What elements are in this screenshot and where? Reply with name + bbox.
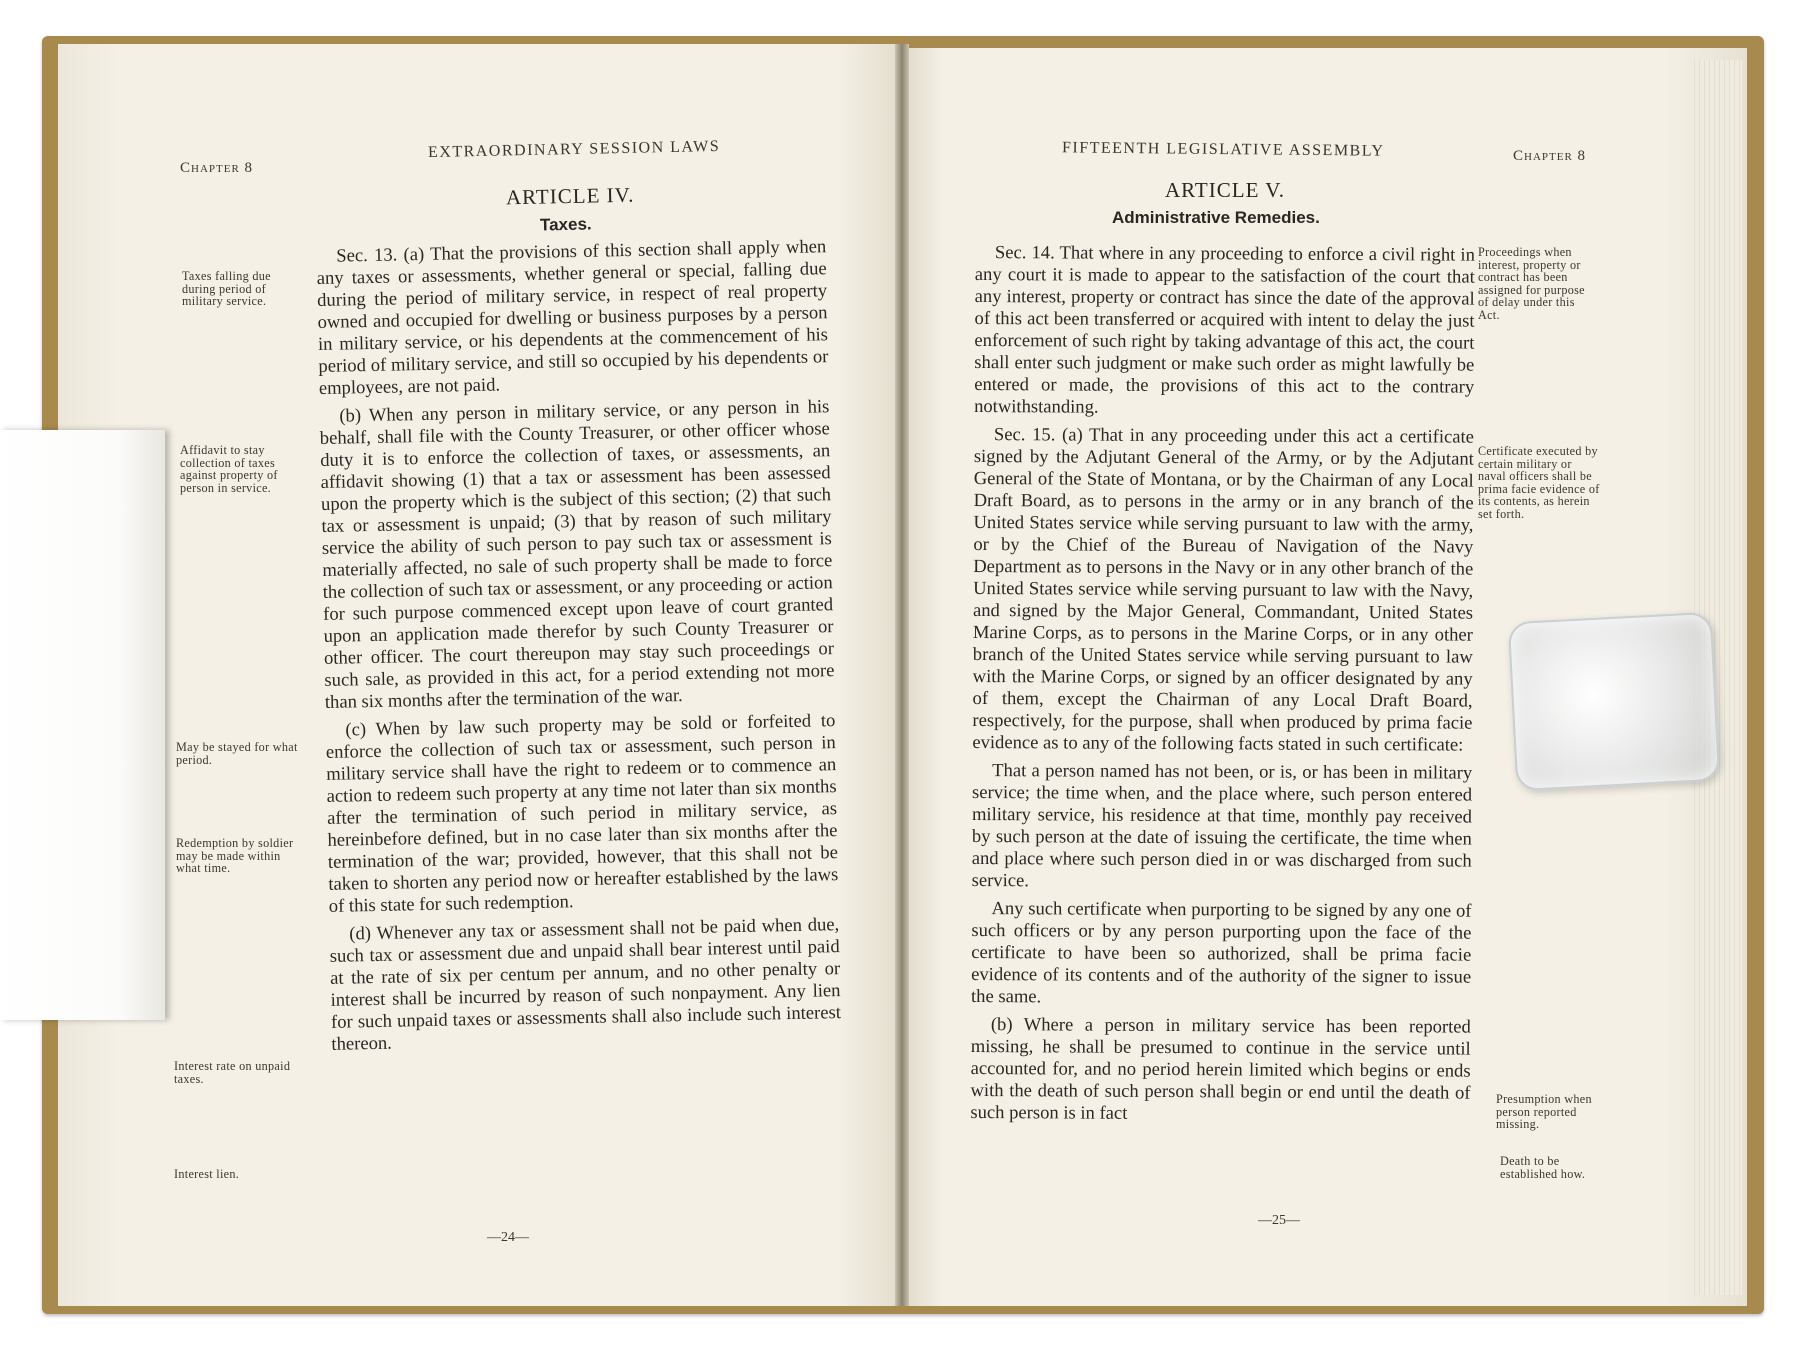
right-margin-note: Proceedings when interest, property or contract has been assigned for purpose of delay under this Act. — [1478, 245, 1585, 322]
right-paragraph: Sec. 14. That where in any proceeding to enforce a civil right in any court it is made to appear to the satisfaction of the court that any interest, property or contract has since the date of the approval of this act been transferred or acquired with intent to delay the just enforcement of such right by taking advantage of this act, the court shall enter such judgment or make such order as might lawfully be entered or made, the provisions of this act to the contrary notwithstanding. — [974, 242, 1475, 418]
right-section-title: Administrative Remedies. — [1112, 208, 1320, 227]
left-section-title: Taxes. — [539, 214, 592, 235]
left-body-text — [316, 230, 842, 1056]
book-gutter — [895, 44, 909, 1306]
right-paragraph: That a person named has not been, or is, or has been in military service; the time when, and the place where, such person entered military service, his residence at that time, monthly pay received by such person at the date of issuing the certificate, the time when and place where such person died in or was discharged from such service. — [971, 760, 1473, 892]
right-margin-note: Presumption when person reported missing. — [1496, 1092, 1592, 1131]
left-margin-note: Taxes falling due during period of military service. — [182, 269, 271, 308]
left-paragraph: (b) When any person in military service, or any person in his behalf, shall file with the County Treasurer, or other officer whose duty it is to enforce the collection of taxes, or assessments, an affidavit showing (1) that a tax or assessment has been assessed upon the property which is the subject of this section; (2) that such tax or assessment is unpaid; (3) that by reason of such military service the ability of such person to pay such tax or assessment is materially affected, no sale of such property shall be made to force the collection of such tax or assessment, or any proceeding or action for such purpose commenced except upon leave of court granted upon an application made therefor by such County Treasurer or other officer. The court thereupon may stay such proceedings or such sale, as provided in this act, for a period extending not more than six months after the termination of the war. — [319, 396, 835, 713]
right-margin-note: Death to be established how. — [1500, 1154, 1586, 1181]
paper-tab — [0, 430, 165, 1020]
left-article-title: ARTICLE IV. — [505, 182, 635, 210]
left-paragraph: (d) Whenever any tax or assessment shall not be paid when due, such tax or assessment due and unpaid shall bear interest until paid at the rate of six per centum per annum, and no other penalty or interest shall be incurred by reason of such nonpayment. Any lien for such unpaid taxes or assessments shall also include such interest thereon. — [329, 914, 842, 1055]
left-margin-note: Interest rate on unpaid taxes. — [174, 1059, 291, 1086]
right-chapter-label: Chapter 8 — [1513, 148, 1587, 164]
right-margin-note: Certificate executed by certain military or naval officers shall be prima facie evidence of its contents, as herein set forth. — [1478, 444, 1600, 521]
left-page-number: —24— — [487, 1230, 529, 1245]
right-page-number: —25— — [1258, 1213, 1300, 1228]
glass-page-weight — [1508, 612, 1721, 791]
right-running-head: FIFTEENTH LEGISLATIVE ASSEMBLY — [1061, 139, 1385, 160]
left-margin-note: Redemption by soldier may be made within what time. — [176, 836, 294, 875]
left-paragraph: (c) When by law such property may be sold or forfeited to enforce the collection of such tax or assessment, such person in military service shall have the right to redeem or to commence an action to redeem such property at any time not later than six months after the termination of such period in military service, as hereinbefore defined, but in no case later than six months after the termination of the war; provided, however, that this shall not be taken to shorten any period now or hereafter established by the laws of this state for such redemption. — [325, 710, 839, 917]
left-margin-note: May be stayed for what period. — [176, 740, 298, 767]
right-paragraph: Sec. 15. (a) That in any proceeding under this act a certificate signed by the Adjutant General of the Army, or by the Adjutant General of the State of Montana, or by the Chairman of any Local Draft Board, as to persons in the army or in any branch of the United States service while serving pursuant to law with the army, or by the Chief of the Bureau of Navigation of the Navy Department as to persons in the Navy or in any other branch of the United States service while serving pursuant to law with the Navy, and signed by the Major General, Commandant, United States Marine Corps, as to persons in the Marine Corps, or in any other branch of the United States service while serving pursuant to law with the Marine Corps, or signed by an officer designated by any of them, except the Chairman of any Local Draft Board, respectively, for the purpose, shall when produced by prima facie evidence as to any of the following facts stated in such certificate: — [972, 424, 1475, 756]
left-margin-note: Interest lien. — [174, 1167, 240, 1181]
left-running-head: EXTRAORDINARY SESSION LAWS — [427, 137, 721, 162]
right-paragraph: Any such certificate when purporting to be signed by any one of such officers or by any person purporting upon the face of the certificate to have been so authorized, shall be prima facie evidence of its contents and of the authority of the signer to issue the same. — [970, 898, 1472, 1008]
right-body-text — [970, 236, 1475, 1127]
right-article-title: ARTICLE V. — [1165, 178, 1285, 202]
left-margin-note: Affidavit to stay collection of taxes against property of person in service. — [180, 443, 278, 495]
left-paragraph: Sec. 13. (a) That the provisions of this section shall apply when any taxes or assessments, whether general or special, falling due during the period of military service, in respect of real property owned and occupied for dwelling or business purposes by a person in military service, or his dependents at the commencement of his period of military service, and still so occupied by his dependents or employees, are not paid. — [316, 236, 829, 399]
right-paragraph: (b) Where a person in military service has been reported missing, he shall be presumed to continue in the service until accounted for, and no period herein limited which begins or ends with the death of such person shall begin or end until the death of such person is in fact — [970, 1014, 1471, 1124]
left-chapter-label: Chapter 8 — [180, 160, 254, 176]
